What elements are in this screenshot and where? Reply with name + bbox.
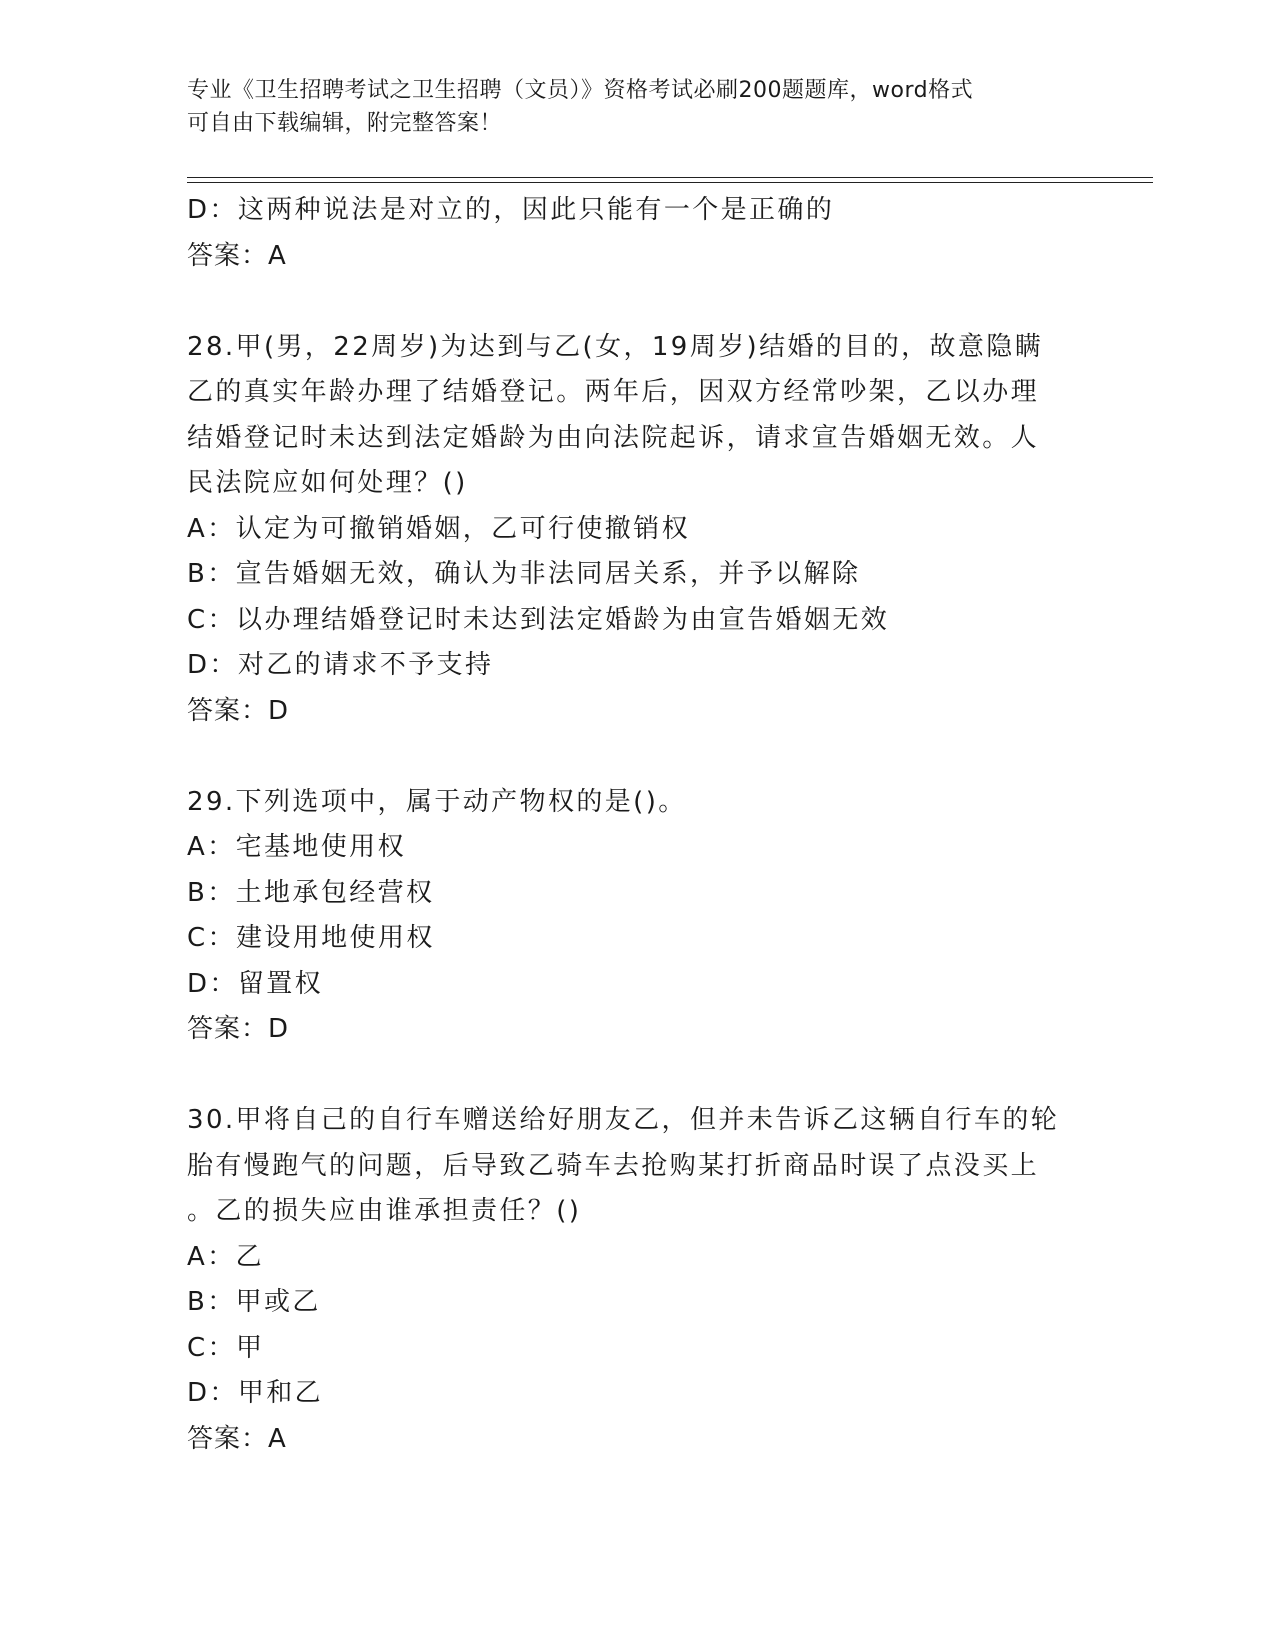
option-d: D：这两种说法是对立的，因此只能有一个是正确的 (187, 195, 835, 225)
stem-line: 。乙的损失应由谁承担责任？() (187, 1196, 582, 1226)
question-stem (187, 1098, 1087, 1235)
option-b: B：宣告婚姻无效，确认为非法同居关系，并予以解除 (187, 559, 861, 589)
stem-line: 30.甲将自己的自行车赠送给好朋友乙，但并未告诉乙这辆自行车的轮 (187, 1105, 1060, 1135)
question-stem (187, 780, 1087, 826)
stem-line: 结婚登记时未达到法定婚龄为由向法院起诉，请求宣告婚姻无效。人 (187, 422, 1040, 453)
option-c: C：以办理结婚登记时未达到法定婚龄为由宣告婚姻无效 (187, 604, 890, 635)
spacer (187, 279, 1087, 325)
stem-line: 28.甲(男，22周岁)为达到与乙(女，19周岁)结婚的目的，故意隐瞒 (187, 331, 1044, 362)
question-28 (187, 325, 1087, 735)
spacer (187, 734, 1087, 780)
answer: 答案：A (187, 1423, 287, 1454)
header-line-1: 专业《卫生招聘考试之卫生招聘（文员）》资格考试必刷200题题库，word格式 (187, 78, 974, 103)
answer: 答案：D (187, 695, 290, 726)
answer: 答案：A (187, 240, 287, 271)
header-rule-top (187, 177, 1153, 178)
stem-line: 29.下列选项中，属于动产物权的是()。 (187, 786, 687, 817)
option-a: A：宅基地使用权 (187, 832, 406, 862)
previous-question-tail (187, 188, 1087, 279)
question-30 (187, 1098, 1087, 1462)
answer: 答案：D (187, 1014, 290, 1044)
document-header (187, 74, 1067, 140)
document-body (187, 188, 1087, 1462)
option-c: C：建设用地使用权 (187, 923, 435, 953)
stem-line: 胎有慢跑气的问题，后导致乙骑车去抢购某打折商品时误了点没买上 (187, 1150, 1040, 1181)
spacer (187, 1053, 1087, 1099)
option-a: A：乙 (187, 1241, 264, 1272)
question-stem (187, 325, 1087, 507)
option-d: D：甲和乙 (187, 1378, 324, 1408)
option-b: B：甲或乙 (187, 1287, 321, 1317)
option-c: C：甲 (187, 1332, 265, 1363)
question-29 (187, 780, 1087, 1053)
header-line-2: 可自由下载编辑，附完整答案！ (187, 111, 503, 136)
option-d: D：对乙的请求不予支持 (187, 650, 494, 680)
option-d: D：留置权 (187, 968, 324, 999)
option-b: B：土地承包经营权 (187, 877, 435, 908)
stem-line: 民法院应如何处理？() (187, 468, 468, 498)
stem-line: 乙的真实年龄办理了结婚登记。两年后，因双方经常吵架，乙以办理 (187, 377, 1040, 407)
option-a: A：认定为可撤销婚姻，乙可行使撤销权 (187, 513, 690, 544)
header-rule-bottom (187, 182, 1153, 183)
